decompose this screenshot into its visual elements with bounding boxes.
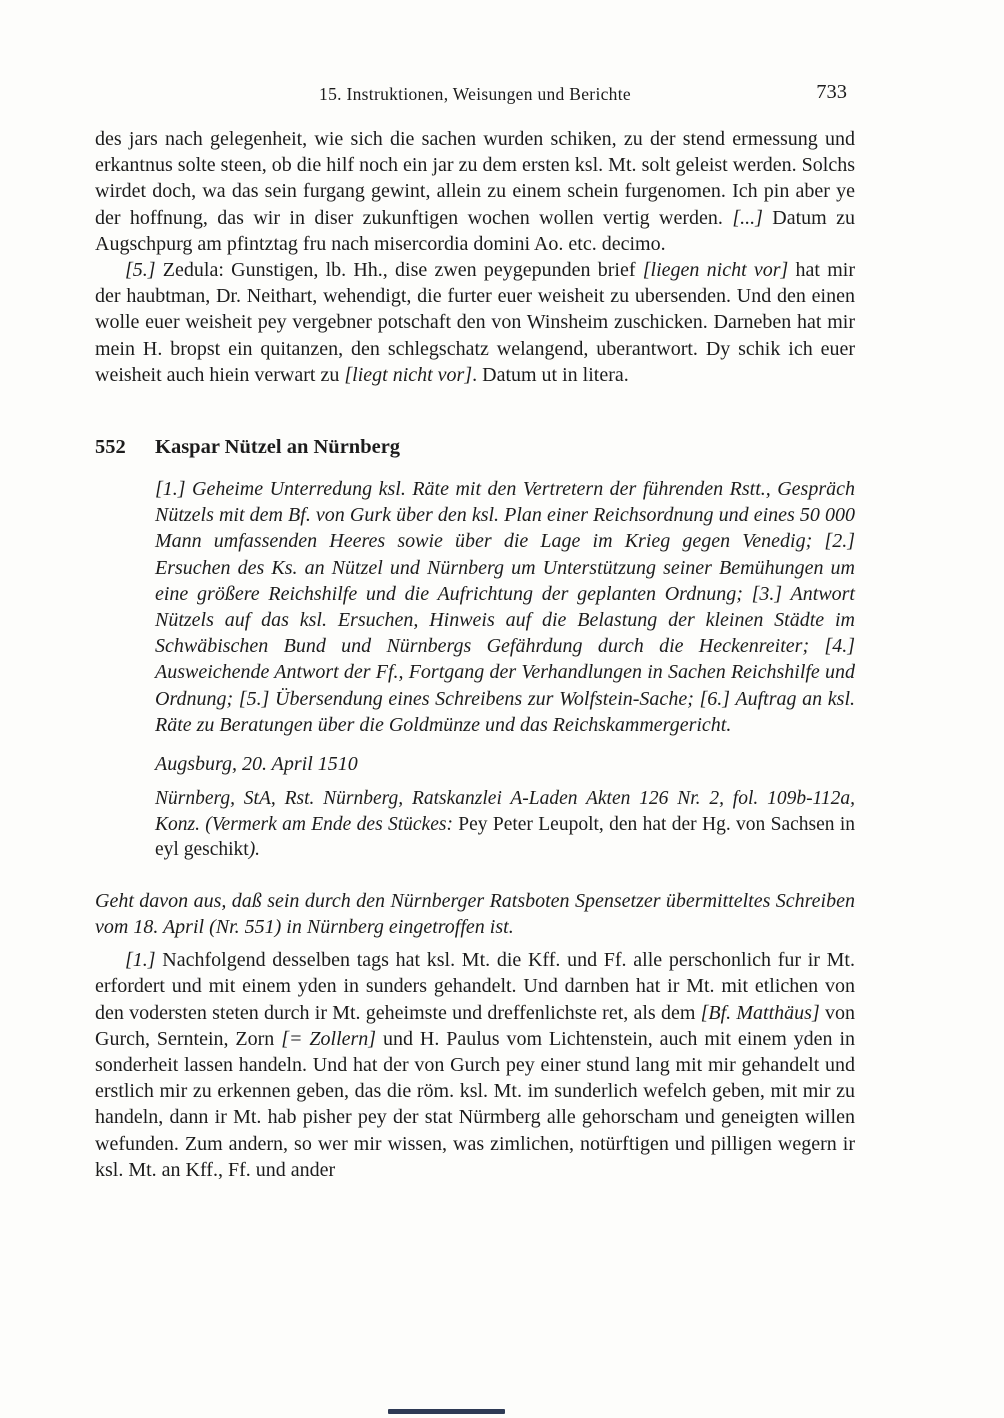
date-line: Augsburg, 20. April 1510 <box>155 753 358 776</box>
document-heading <box>95 434 855 460</box>
document-number: 552 <box>95 436 126 459</box>
paragraph-continuation: des jars nach gelegenheit, wie sich die sachen wurden schiken, zu der stend ermessung und erkantnus solte steen, ob die hilf noch ein jar zu dem ersten ksl. Mt. solt geleist werden. Solchs wirdet doch, wa das sein furgang gewint, allein zu einem schein furgenomen. Ich pin aber ye der hoffnung, das wir in diser zukunftigen wochen wollen vertig werden. [...] Datum zu Augschpurg am pfintztag fru nach misercordia domini Ao. etc. decimo. <box>95 128 855 255</box>
paragraph-main-text: [1.] Nachfolgend desselben tags hat ksl. Mt. die Kff. und Ff. alle perschonlich fur ir Mt. erfordert und mit einem yden in sunders gehandelt. Und darnben hat ir Mt. mit etlichen von den vodersten steten durch ir Mt. geheimste und dreffenlichste ret, als dem [Bf. Matthäus] von Gurch, Serntein, Zorn [= Zollern] und H. Paulus vom Lichtenstein, auch mit einem yden in sonderheit lassen handeln. Und hat der von Gurch pey einer stund lang mit mir gehandelt und erstlich mir zu erkennen geben, das die röm. ksl. Mt. im sunderlich wefelch geben, mit mir zu handeln, dann ir Mt. hab pisher pey der stat Nürmberg alle gehorscham und geneigten willen wefunden. Zum andern, so wer mir wissen, was zimlichen, notürftigen und pilligen wegern ir ksl. Mt. an Kff., Ff. und ander <box>95 949 855 1181</box>
editorial-note: Geht davon aus, daß sein durch den Nürnberger Ratsboten Spensetzer übermitteltes Schreiben vom 18. April (Nr. 551) in Nürnberg eingetroffen ist. <box>95 889 855 938</box>
archive-reference: Nürnberg, StA, Rst. Nürnberg, Ratskanzlei A-Laden Akten 126 Nr. 2, fol. 109b-112a, Konz. (Vermerk am Ende des Stückes: Pey Peter Leupolt, den hat der Hg. von Sachsen in eyl geschikt). <box>155 788 855 861</box>
paragraph-zedula: [5.] Zedula: Gunstigen, lb. Hh., dise zwen peygepunden brief [liegen nicht vor] hat mir der haubtman, Dr. Neithart, wehendigt, die furter euer weisheit zu ubersenden. Und den einen wolle euer weisheit pey vergebner potschaft den von Winsheim zuschicken. Darneben hat mir mein H. bropst ein quitanzen, den schlegschatz welangend, uberantwort. Dy schik ich euer weisheit auch hiein verwart zu [liegt nicht vor]. Datum ut in litera. <box>95 259 855 386</box>
running-header <box>95 81 855 108</box>
page-number: 733 <box>816 81 847 103</box>
summary-paragraph: [1.] Geheime Unterredung ksl. Räte mit den Vertretern der führenden Rstt., Gespräch Nützels mit dem Bf. von Gurk über den ksl. Plan einer Reichsordnung und eines 50 000 Mann umfassenden Heeres sowie über die Lage im Krieg gegen Venedig; [2.] Ersuchen des Ks. an Nützel und Nürnberg um Unterstützung seiner Bemühungen um eine größere Reichshilfe und die Aufrichtung der geplanten Ordnung; [3.] Antwort Nützels auf das ksl. Ersuchen, Hinweis auf die Belastung der kleinen Städte im Schwäbischen Bund und Nürnbergs Gefährdung durch die Heckenreiter; [4.] Ausweichende Antwort der Ff., Fortgang der Verhandlungen in Sachen Reichshilfe und Ordnung; [5.] Übersendung eines Schreibens zur Wolfstein-Sache; [6.] Auftrag an ksl. Räte zu Beratungen über die Goldmünze und das Reichskammergericht. <box>155 478 855 736</box>
document-title: Kaspar Nützel an Nürnberg <box>155 436 401 459</box>
running-title: 15. Instruktionen, Weisungen und Berichte <box>319 84 631 104</box>
page-bottom-artifact <box>388 1409 505 1414</box>
